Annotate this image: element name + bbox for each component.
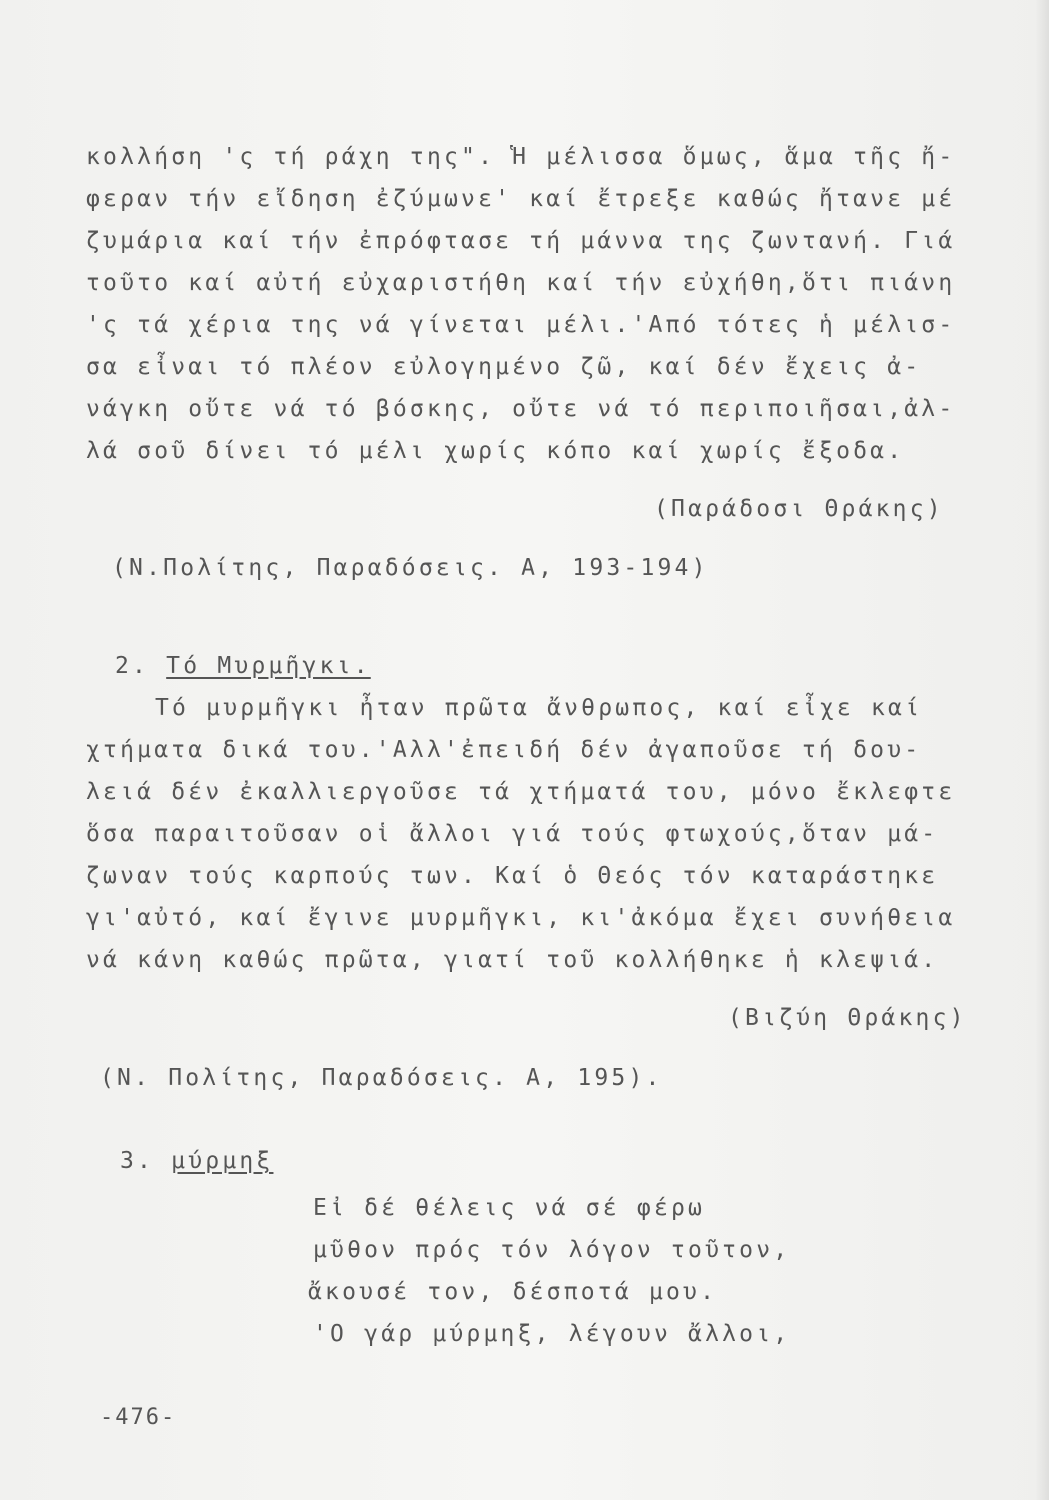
section2-line-7: νά κάνη καθώς πρῶτα, γιατί τοῦ κολλήθηκε ἡ κλεψιά. (86, 947, 939, 973)
section1-line-3: ζυμάρια καί τήν ἐπρόφτασε τή μάννα της ζωντανή. Γιά (86, 228, 956, 254)
section2-line-6: γι'αὐτό, καί ἔγινε μυρμῆγκι, κι'ἀκόμα ἔχει συνήθεια (86, 905, 956, 931)
section1-line-7: νάγκη οὔτε νά τό βόσκης, οὔτε νά τό περιποιῆσαι,ἀλ- (86, 396, 956, 422)
section2-title: Τό Μυρμῆγκι. (166, 653, 371, 679)
section1-source: (Ν.Πολίτης, Παραδόσεις. Α, 193-194) (112, 555, 709, 581)
section2-heading (115, 651, 371, 681)
section3-verse-2: μῦθον πρός τόν λόγον τοῦτον, (313, 1237, 791, 1263)
section1-line-4: τοῦτο καί αὐτή εὐχαριστήθη καί τήν εὐχήθη,ὅτι πιάνη (86, 270, 956, 296)
section3-verse-3: ἄκουσέ τον, δέσποτά μου. (308, 1279, 718, 1305)
section3-verse-4: 'Ο γάρ μύρμηξ, λέγουν ἄλλοι, (313, 1321, 791, 1347)
page-number: -476- (100, 1405, 177, 1430)
section3-verse-1: Εἰ δέ θέλεις νά σέ φέρω (313, 1195, 706, 1221)
section2-number: 2. (115, 653, 150, 679)
section2-source: (Ν. Πολίτης, Παραδόσεις. Α, 195). (100, 1065, 663, 1091)
page-edge-shadow (1035, 0, 1049, 1500)
section1-line-8: λά σοῦ δίνει τό μέλι χωρίς κόπο καί χωρίς ἔξοδα. (86, 438, 905, 464)
section3-title: μύρμηξ (171, 1148, 274, 1174)
section1-line-2: φεραν τήν εἴδηση ἐζύμωνε' καί ἔτρεξε καθώς ἤτανε μέ (86, 186, 956, 212)
section2-line-2: χτήματα δικά του.'Αλλ'ἐπειδή δέν ἀγαποῦσε τή δου- (86, 737, 922, 763)
section2-line-5: ζωναν τούς καρπούς των. Καί ὁ Θεός τόν καταράστηκε (86, 863, 939, 889)
section2-line-3: λειά δέν ἐκαλλιεργοῦσε τά χτήματά του, μόνο ἔκλεφτε (86, 779, 956, 805)
section1-line-5: 'ς τά χέρια της νά γίνεται μέλι.'Από τότες ἡ μέλισ- (86, 312, 956, 338)
section2-origin: (Βιζύη Θράκης) (728, 1005, 967, 1031)
section3-number: 3. (120, 1148, 155, 1174)
section1-line-1: κολλήση 'ς τή ράχη της". Ἡ μέλισσα ὅμως, ἅμα τῆς ἤ- (86, 144, 956, 170)
section1-origin: (Παράδοσι Θράκης) (654, 496, 944, 522)
section1-line-6: σα εἶναι τό πλέον εὐλογημένο ζῶ, καί δέν ἔχεις ἀ- (86, 354, 922, 380)
section2-line-4: ὅσα παραιτοῦσαν οἱ ἄλλοι γιά τούς φτωχούς,ὅταν μά- (86, 821, 939, 847)
section3-heading (120, 1146, 273, 1176)
section2-line-1: Τό μυρμῆγκι ἦταν πρῶτα ἄνθρωπος, καί εἶχε καί (155, 695, 923, 721)
